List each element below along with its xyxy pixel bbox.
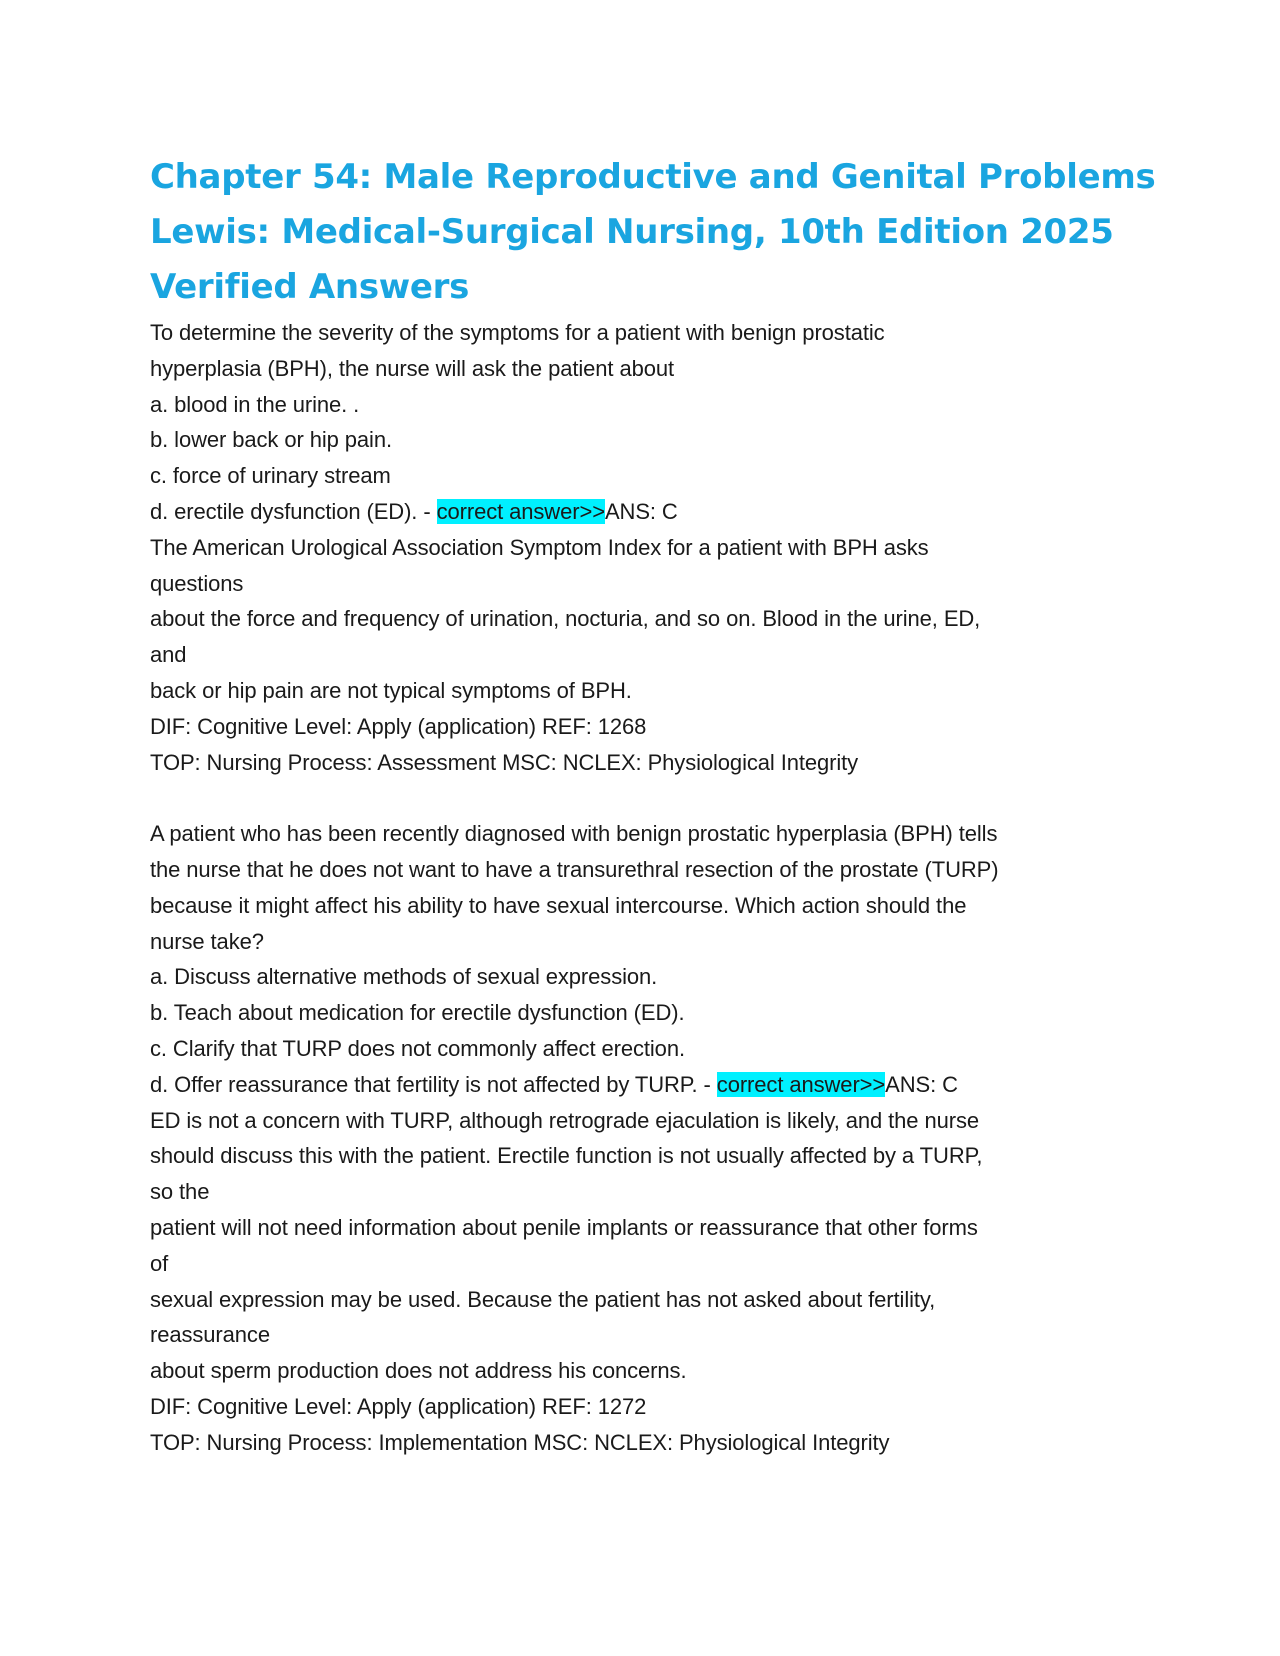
correct-answer-highlight: correct answer>> xyxy=(436,498,605,524)
question-stem-line: To determine the severity of the symptoms for a patient with benign prostatic xyxy=(150,320,885,345)
rationale-line: questions xyxy=(150,570,244,596)
question-stem-line: because it might affect his ability to have sexual intercourse. Which action should the xyxy=(150,892,967,918)
difficulty-reference: DIF: Cognitive Level: Apply (application) REF: 1268 xyxy=(150,713,647,739)
option-d xyxy=(150,494,1150,530)
question-stem-line: hyperplasia (BPH), the nurse will ask the patient about xyxy=(150,355,675,381)
question-2 xyxy=(150,816,1150,1460)
option-d xyxy=(150,1067,1150,1103)
difficulty-reference: DIF: Cognitive Level: Apply (application) REF: 1272 xyxy=(150,1393,647,1419)
question-separator xyxy=(150,780,1150,816)
option-a: a. blood in the urine. . xyxy=(150,391,360,417)
question-stem-line: the nurse that he does not want to have a transurethral resection of the prostate (TURP) xyxy=(150,856,999,882)
page-title xyxy=(150,150,1156,315)
document-page xyxy=(150,150,1156,1461)
rationale-line: sexual expression may be used. Because the patient has not asked about fertility, xyxy=(150,1286,936,1312)
title-line: Lewis: Medical-Surgical Nursing, 10th Edition 2025 xyxy=(150,212,1114,252)
option-c: c. Clarify that TURP does not commonly affect erection. xyxy=(150,1035,685,1061)
question-stem-line: nurse take? xyxy=(150,928,264,954)
rationale-line: patient will not need information about penile implants or reassurance that other forms xyxy=(150,1214,978,1240)
option-b: b. lower back or hip pain. xyxy=(150,427,392,453)
rationale-line: The American Urological Association Symptom Index for a patient with BPH asks xyxy=(150,534,929,560)
rationale-line: of xyxy=(150,1250,169,1276)
question-stem-line: A patient who has been recently diagnosed with benign prostatic hyperplasia (BPH) tells xyxy=(150,821,998,847)
option-b: b. Teach about medication for erectile dysfunction (ED). xyxy=(150,1000,685,1026)
topic-classification: TOP: Nursing Process: Assessment MSC: NCLEX: Physiological Integrity xyxy=(150,749,859,775)
question-1 xyxy=(150,315,1150,780)
correct-answer-highlight: correct answer>> xyxy=(716,1071,886,1097)
rationale-line: reassurance xyxy=(150,1322,270,1348)
title-line: Chapter 54: Male Reproductive and Genital Problems xyxy=(150,157,1156,197)
rationale-line: about sperm production does not address his concerns. xyxy=(150,1358,687,1384)
title-line: Verified Answers xyxy=(150,267,470,307)
option-d-text: d. Offer reassurance that fertility is not affected by TURP. - xyxy=(150,1071,717,1097)
option-c: c. force of urinary stream xyxy=(150,463,391,489)
topic-classification: TOP: Nursing Process: Implementation MSC: NCLEX: Physiological Integrity xyxy=(150,1429,890,1455)
rationale-line: so the xyxy=(150,1179,210,1205)
answer-key: ANS: C xyxy=(885,1071,958,1097)
option-d-text: d. erectile dysfunction (ED). - xyxy=(150,498,437,524)
rationale-line: back or hip pain are not typical symptoms of BPH. xyxy=(150,677,632,703)
rationale-line: ED is not a concern with TURP, although retrograde ejaculation is likely, and the nurse xyxy=(150,1107,979,1133)
option-a: a. Discuss alternative methods of sexual expression. xyxy=(150,964,658,990)
rationale-line: should discuss this with the patient. Erectile function is not usually affected by a TURP, xyxy=(150,1143,983,1169)
answer-key: ANS: C xyxy=(604,498,678,524)
rationale-line: about the force and frequency of urination, nocturia, and so on. Blood in the urine, ED, xyxy=(150,606,981,632)
rationale-line: and xyxy=(150,642,187,668)
